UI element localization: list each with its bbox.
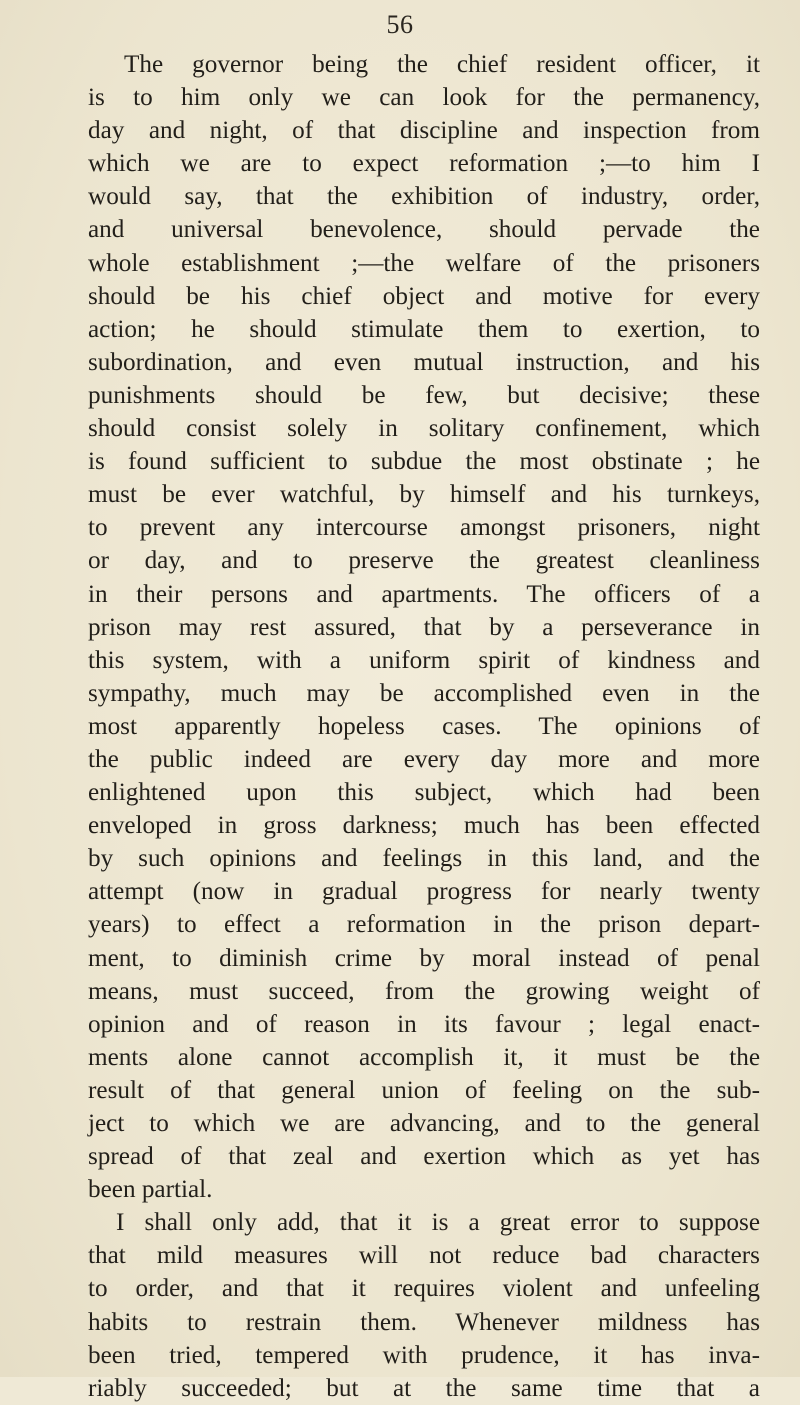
text-line: sympathy, much may be accomplished even in the	[88, 679, 760, 707]
text-line: must be ever watchful, by himself and his turnkeys,	[88, 481, 760, 509]
text-line: this system, with a uniform spirit of kindness and	[88, 646, 760, 674]
text-line: and universal benevolence, should pervade the	[88, 216, 760, 244]
text-line: spread of that zeal and exertion which as yet has	[88, 1143, 760, 1171]
text-line: ject to which we are advancing, and to the general	[88, 1110, 760, 1137]
text-line: by such opinions and feelings in this land, and the	[88, 845, 760, 873]
text-line: should consist solely in solitary confinement, which	[88, 415, 760, 443]
text-line: opinion and of reason in its favour ; legal enact-	[88, 1010, 760, 1038]
text-line: been tried, tempered with prudence, it has inva-	[88, 1341, 760, 1369]
text-line: is found sufficient to subdue the most obstinate ; he	[88, 448, 760, 476]
text-line: The governor being the chief resident officer, it	[124, 51, 760, 78]
text-line: most apparently hopeless cases. The opinions of	[88, 712, 760, 740]
text-line: punishments should be few, but decisive; these	[88, 381, 760, 409]
text-line: should be his chief object and motive for every	[88, 282, 760, 310]
text-line: is to him only we can look for the permanency,	[88, 84, 760, 112]
text-line: habits to restrain them. Whenever mildness has	[88, 1308, 760, 1336]
text-line: means, must succeed, from the growing weight of	[88, 977, 760, 1005]
text-line: enveloped in gross darkness; much has been effected	[88, 812, 760, 840]
text-line: would say, that the exhibition of industry, order,	[88, 183, 760, 211]
text-line: prison may rest assured, that by a perseverance in	[88, 613, 760, 641]
text-line: in their persons and apartments. The officers of a	[88, 580, 760, 608]
text-line: riably succeeded; but at the same time that a	[88, 1374, 760, 1402]
text-line: ment, to diminish crime by moral instead of penal	[88, 944, 760, 972]
text-line: to prevent any intercourse amongst prisoners, night	[88, 514, 760, 542]
text-line: or day, and to preserve the greatest cleanliness	[88, 547, 760, 575]
text-line: that mild measures will not reduce bad characters	[88, 1242, 760, 1270]
text-line: ments alone cannot accomplish it, it must be the	[88, 1043, 760, 1071]
text-line: result of that general union of feeling on the sub-	[88, 1076, 760, 1104]
text-line: enlightened upon this subject, which had been	[88, 779, 760, 807]
text-line: subordination, and even mutual instruction, and his	[88, 348, 760, 376]
page-number: 56	[386, 10, 414, 39]
text-line: whole establishment ;—the welfare of the prisoners	[88, 249, 760, 277]
body-text	[88, 48, 760, 1405]
text-line: day and night, of that discipline and inspection from	[88, 117, 760, 145]
text-line: been partial.	[88, 1176, 213, 1204]
text-line: years) to effect a reformation in the prison depart-	[88, 911, 760, 939]
text-line: action; he should stimulate them to exertion, to	[88, 315, 760, 343]
text-line: to order, and that it requires violent and unfeeling	[88, 1275, 760, 1303]
text-line: attempt (now in gradual progress for nearly twenty	[88, 878, 760, 906]
text-line: the public indeed are every day more and more	[88, 745, 760, 773]
text-line: I shall only add, that it is a great error to suppose	[116, 1209, 760, 1237]
text-line: which we are to expect reformation ;—to him I	[88, 150, 760, 178]
